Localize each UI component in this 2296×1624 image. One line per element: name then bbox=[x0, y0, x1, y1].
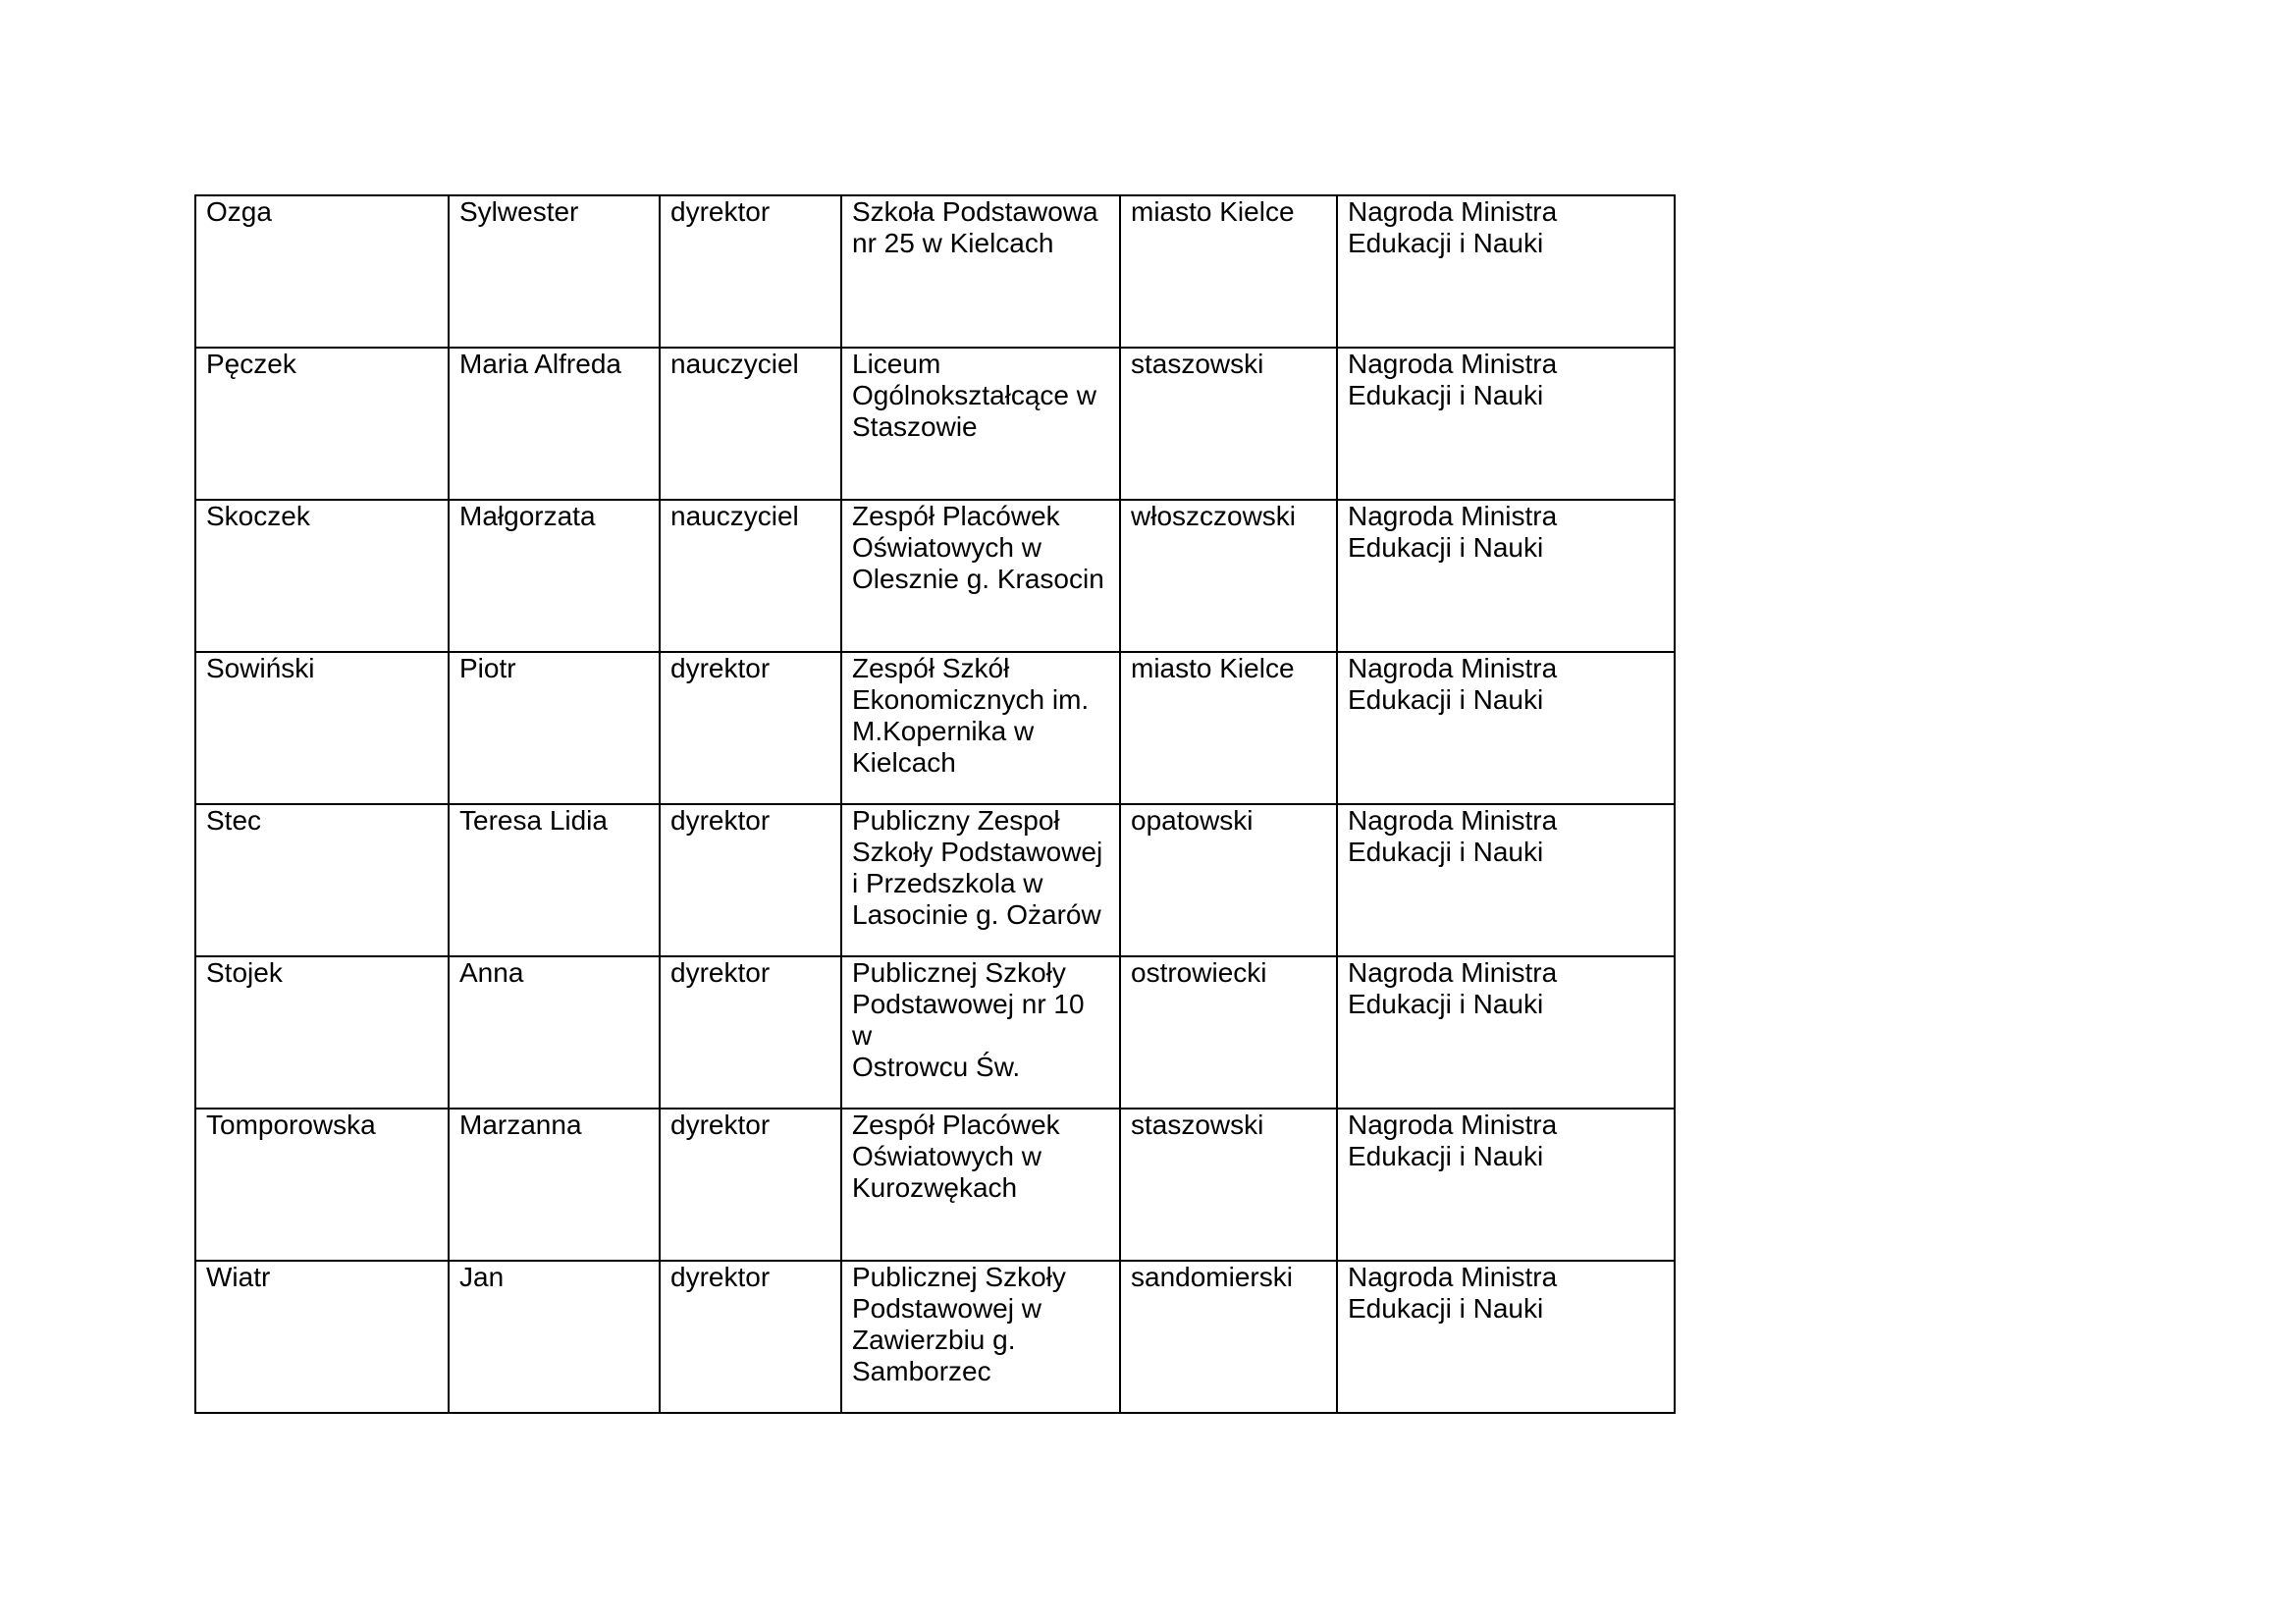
table-row bbox=[195, 348, 1675, 500]
school-cell: Zespół Szkół Ekonomicznych im. M.Kopernika w Kielcach bbox=[841, 652, 1120, 804]
position-cell: dyrektor bbox=[660, 195, 841, 348]
school-cell: Zespół Placówek Oświatowych w Olesznie g. Krasocin bbox=[841, 500, 1120, 652]
position-cell: dyrektor bbox=[660, 1261, 841, 1413]
surname-cell: Sowiński bbox=[195, 652, 449, 804]
surname-cell: Ozga bbox=[195, 195, 449, 348]
awards-table bbox=[194, 194, 1676, 1414]
surname-cell: Wiatr bbox=[195, 1261, 449, 1413]
first-name-cell: Jan bbox=[449, 1261, 660, 1413]
award-cell: Nagroda Ministra Edukacji i Nauki bbox=[1337, 1109, 1675, 1261]
table-row bbox=[195, 1261, 1675, 1413]
first-name-cell: Teresa Lidia bbox=[449, 804, 660, 956]
position-cell: dyrektor bbox=[660, 1109, 841, 1261]
district-cell: staszowski bbox=[1120, 1109, 1337, 1261]
first-name-cell: Małgorzata bbox=[449, 500, 660, 652]
first-name-cell: Anna bbox=[449, 956, 660, 1109]
table-row bbox=[195, 500, 1675, 652]
award-cell: Nagroda Ministra Edukacji i Nauki bbox=[1337, 195, 1675, 348]
district-cell: włoszczowski bbox=[1120, 500, 1337, 652]
school-cell: Publicznej Szkoły Podstawowej nr 10 w Ostrowcu Św. bbox=[841, 956, 1120, 1109]
surname-cell: Pęczek bbox=[195, 348, 449, 500]
position-cell: dyrektor bbox=[660, 956, 841, 1109]
position-cell: dyrektor bbox=[660, 804, 841, 956]
position-cell: dyrektor bbox=[660, 652, 841, 804]
district-cell: sandomierski bbox=[1120, 1261, 1337, 1413]
table-row bbox=[195, 1109, 1675, 1261]
school-cell: Publicznej Szkoły Podstawowej w Zawierzbiu g. Samborzec bbox=[841, 1261, 1120, 1413]
award-cell: Nagroda Ministra Edukacji i Nauki bbox=[1337, 1261, 1675, 1413]
surname-cell: Skoczek bbox=[195, 500, 449, 652]
award-cell: Nagroda Ministra Edukacji i Nauki bbox=[1337, 956, 1675, 1109]
award-cell: Nagroda Ministra Edukacji i Nauki bbox=[1337, 652, 1675, 804]
district-cell: miasto Kielce bbox=[1120, 195, 1337, 348]
award-cell: Nagroda Ministra Edukacji i Nauki bbox=[1337, 348, 1675, 500]
first-name-cell: Piotr bbox=[449, 652, 660, 804]
award-cell: Nagroda Ministra Edukacji i Nauki bbox=[1337, 804, 1675, 956]
position-cell: nauczyciel bbox=[660, 500, 841, 652]
school-cell: Publiczny Zespoł Szkoły Podstawowej i Przedszkola w Lasocinie g. Ożarów bbox=[841, 804, 1120, 956]
school-cell: Zespół Placówek Oświatowych w Kurozwękach bbox=[841, 1109, 1120, 1261]
position-cell: nauczyciel bbox=[660, 348, 841, 500]
district-cell: staszowski bbox=[1120, 348, 1337, 500]
district-cell: miasto Kielce bbox=[1120, 652, 1337, 804]
table-row bbox=[195, 652, 1675, 804]
district-cell: opatowski bbox=[1120, 804, 1337, 956]
award-cell: Nagroda Ministra Edukacji i Nauki bbox=[1337, 500, 1675, 652]
table-row bbox=[195, 956, 1675, 1109]
table-row bbox=[195, 195, 1675, 348]
surname-cell: Stojek bbox=[195, 956, 449, 1109]
first-name-cell: Sylwester bbox=[449, 195, 660, 348]
district-cell: ostrowiecki bbox=[1120, 956, 1337, 1109]
first-name-cell: Marzanna bbox=[449, 1109, 660, 1261]
table-row bbox=[195, 804, 1675, 956]
school-cell: Szkoła Podstawowa nr 25 w Kielcach bbox=[841, 195, 1120, 348]
school-cell: Liceum Ogólnokształcące w Staszowie bbox=[841, 348, 1120, 500]
surname-cell: Stec bbox=[195, 804, 449, 956]
first-name-cell: Maria Alfreda bbox=[449, 348, 660, 500]
surname-cell: Tomporowska bbox=[195, 1109, 449, 1261]
